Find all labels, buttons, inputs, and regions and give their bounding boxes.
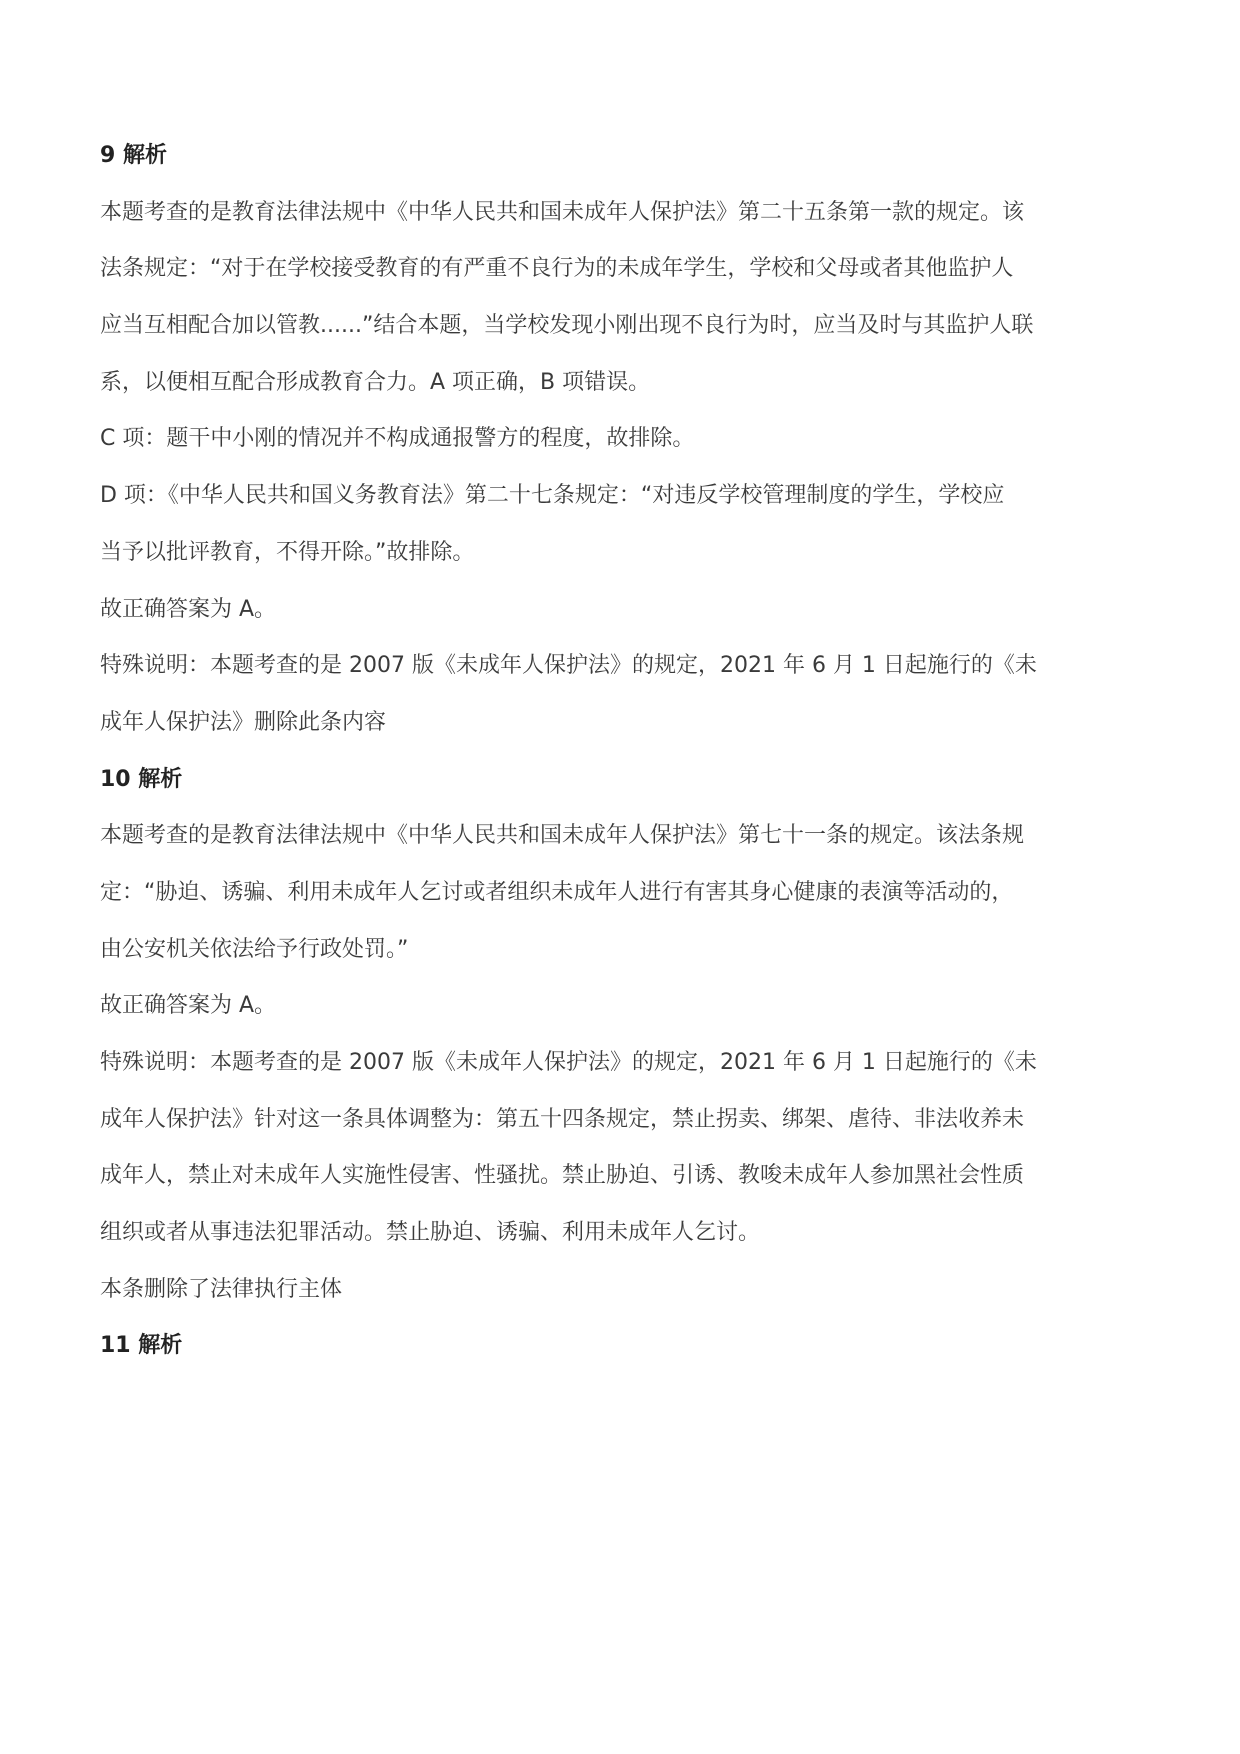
document-body (100, 128, 1150, 1375)
text-line: 成年人保护法》针对这一条具体调整为：第五十四条规定，禁止拐卖、绑架、虐待、非法收养未 (100, 1106, 1025, 1132)
text-line: 成年人保护法》删除此条内容 (100, 709, 387, 735)
text-line: 组织或者从事违法犯罪活动。禁止胁迫、诱骗、利用未成年人乞讨。 (100, 1220, 761, 1246)
section-heading: 10 解析 (100, 766, 183, 792)
text-line: 本条删除了法律执行主体 (100, 1276, 343, 1302)
text-line: 法条规定：“对于在学校接受教育的有严重不良行为的未成年学生，学校和父母或者其他监护人 (100, 256, 1014, 282)
text-line: 本题考查的是教育法律法规中《中华人民共和国未成年人保护法》第二十五条第一款的规定。该 (100, 199, 1025, 225)
text-line: 系，以便相互配合形成教育合力。A 项正确，B 项错误。 (100, 369, 651, 395)
text-line: 由公安机关依法给予行政处罚。” (100, 936, 409, 962)
text-line: 成年人，禁止对未成年人实施性侵害、性骚扰。禁止胁迫、引诱、教唆未成年人参加黑社会性质 (100, 1163, 1025, 1189)
text-line: 故正确答案为 A。 (100, 993, 277, 1019)
text-line: 特殊说明：本题考查的是 2007 版《未成年人保护法》的规定，2021 年 6 月 1 日起施行的《未 (100, 1050, 1037, 1075)
section-heading: 9 解析 (100, 143, 167, 168)
text-line: 特殊说明：本题考查的是 2007 版《未成年人保护法》的规定，2021 年 6 月 1 日起施行的《未 (100, 653, 1037, 679)
text-line: 当予以批评教育，不得开除。”故排除。 (100, 539, 475, 565)
text-line: 本题考查的是教育法律法规中《中华人民共和国未成年人保护法》第七十一条的规定。该法条规 (100, 823, 1025, 849)
text-line: D 项：《中华人民共和国义务教育法》第二十七条规定：“对违反学校管理制度的学生，学校应 (100, 483, 1005, 509)
text-line: C 项：题干中小刚的情况并不构成通报警方的程度，故排除。 (100, 426, 695, 452)
text-line: 应当互相配合加以管教......”结合本题，当学校发现小刚出现不良行为时，应当及时与其监护人联 (100, 313, 1034, 339)
text-line: 故正确答案为 A。 (100, 596, 277, 622)
text-line: 定：“胁迫、诱骗、利用未成年人乞讨或者组织未成年人进行有害其身心健康的表演等活动的， (100, 879, 1014, 905)
section-heading: 11 解析 (100, 1333, 183, 1359)
